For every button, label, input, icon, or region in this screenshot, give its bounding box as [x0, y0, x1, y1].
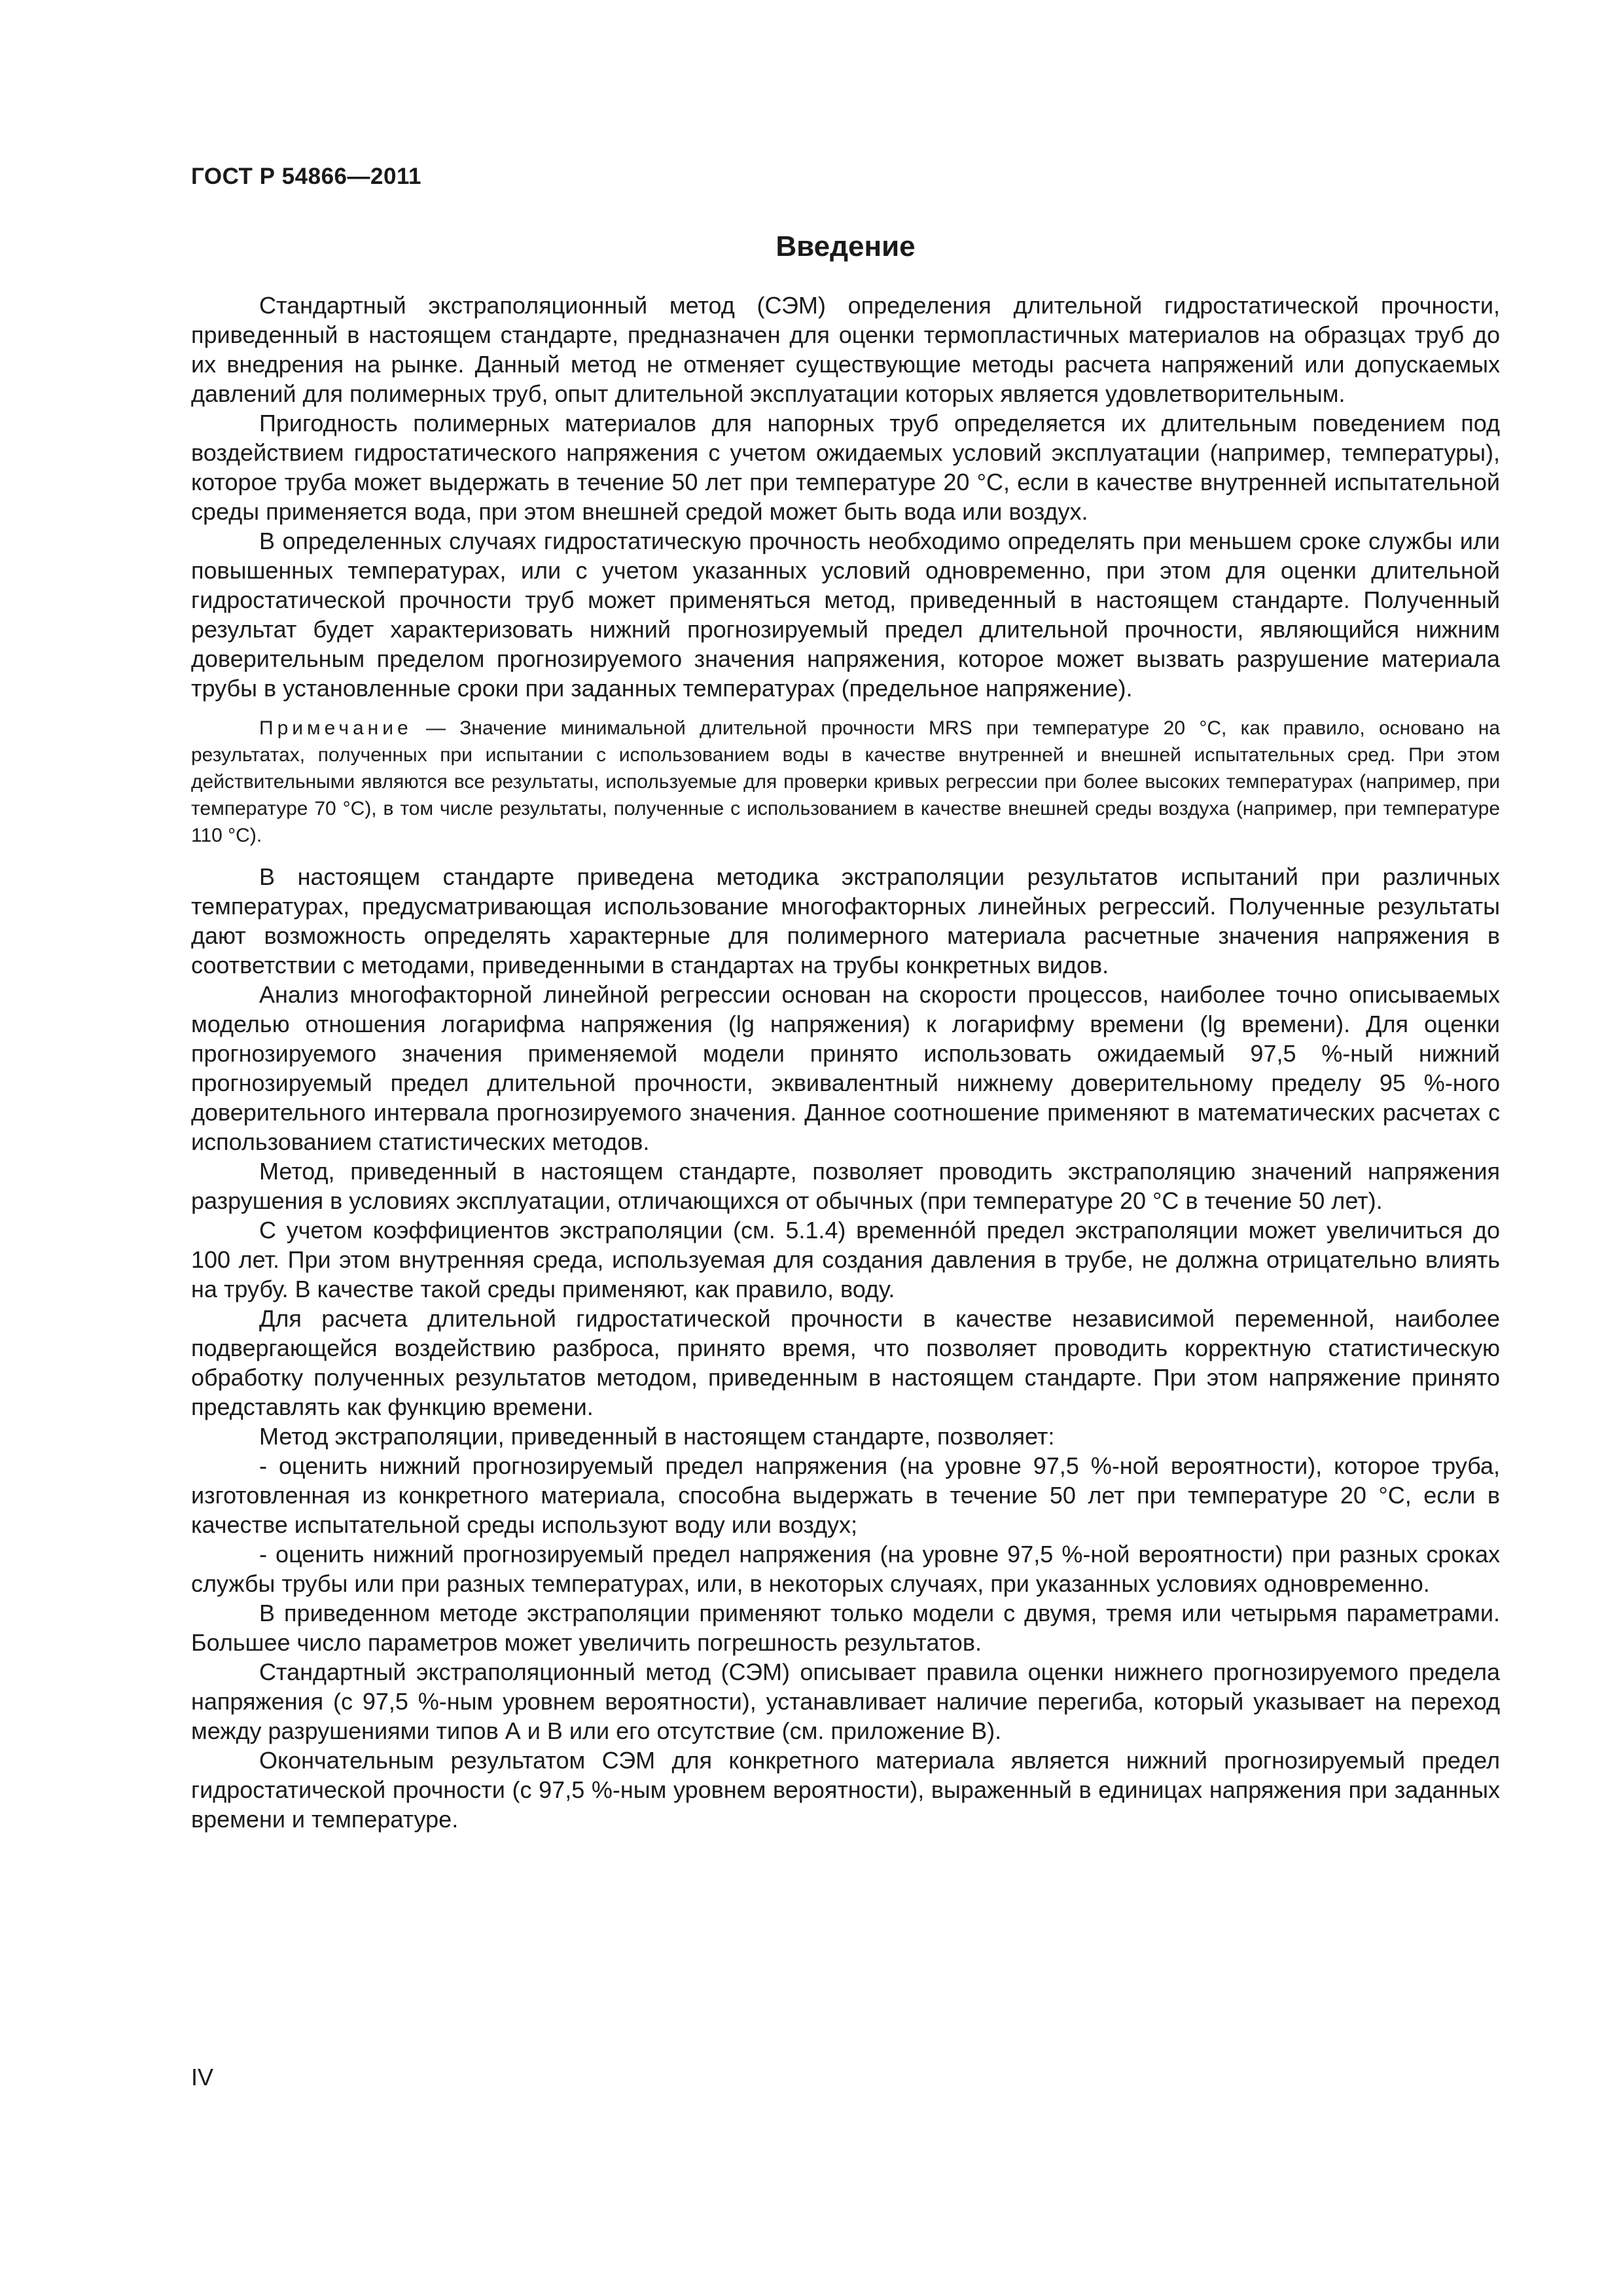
body-text: [191, 291, 1500, 1834]
paragraph: Стандартный экстраполяционный метод (СЭМ) определения длительной гидростатической прочности, приведенный в настоящем стандарте, предназначен для оценки термопластичных материалов на образцах труб до их внедрения на рынке. Данный метод не отменяет существующие методы расчета напряжений или допускаемых давлений для полимерных труб, опыт длительной эксплуатации которых является удовлетворительным.: [191, 292, 1500, 407]
note-text: Значение минимальной длительной прочности MRS при температуре 20 °С, как правило, основано на результатах, полученных при испытании с использованием воды в качестве внутренней и внешней испытательных сред. При этом действительными являются все результаты, используемые для проверки кривых регрессии при более высоких температурах (например, при температуре 70 °С), в том числе результаты, полученные с использованием в качестве внешней среды воздуха (например, при температуре 110 °С).: [191, 717, 1500, 846]
paragraph: В настоящем стандарте приведена методика экстраполяции результатов испытаний при различных температурах, предусматривающая использование многофакторных линейных регрессий. Полученные результаты дают возможность определять характерные для полимерного материала расчетные значения напряжения в соответствии с методами, приведенными в стандартах на трубы конкретных видов.: [191, 863, 1500, 978]
list-item: - оценить нижний прогнозируемый предел напряжения (на уровне 97,5 %-ной вероятности), которое труба, изготовленная из конкретного материала, способна выдержать в течение 50 лет при температуре 20 °С, если в качестве испытательной среды используют воду или воздух;: [191, 1452, 1500, 1538]
paragraph: Для расчета длительной гидростатической прочности в качестве независимой переменной, наиболее подвергающейся воздействию разброса, принято время, что позволяет проводить корректную статистическую обработку полученных результатов методом, приведенным в настоящем стандарте. При этом напряжение принято представлять как функцию времени.: [191, 1305, 1500, 1420]
list-item: - оценить нижний прогнозируемый предел напряжения (на уровне 97,5 %-ной вероятности) при разных сроках службы трубы или при разных температурах, или, в некоторых случаях, при указанных условиях одновременно.: [191, 1541, 1500, 1597]
paragraph: С учетом коэффициентов экстраполяции (см. 5.1.4) временно́й предел экстраполяции может увеличиться до 100 лет. При этом внутренняя среда, используемая для создания давления в трубе, не должна отрицательно влиять на трубу. В качестве такой среды применяют, как правило, воду.: [191, 1217, 1500, 1302]
paragraph: Стандартный экстраполяционный метод (СЭМ) описывает правила оценки нижнего прогнозируемого предела напряжения (с 97,5 %-ным уровнем вероятности), устанавливает наличие перегиба, который указывает на переход между разрушениями типов А и В или его отсутствие (см. приложение В).: [191, 1659, 1500, 1744]
page-number: IV: [191, 2064, 214, 2090]
paragraph: Пригодность полимерных материалов для напорных труб определяется их длительным поведением под воздействием гидростатического напряжения с учетом ожидаемых условий эксплуатации (например, температуры), которое труба может выдержать в течение 50 лет при температуре 20 °С, если в качестве внутренней испытательной среды применяется вода, при этом внешней средой может быть вода или воздух.: [191, 410, 1500, 525]
paragraph: Окончательным результатом СЭМ для конкретного материала является нижний прогнозируемый предел гидростатической прочности (с 97,5 %-ным уровнем вероятности), выраженный в единицах напряжения при заданных времени и температуре.: [191, 1747, 1500, 1833]
paragraph: Анализ многофакторной линейной регрессии основан на скорости процессов, наиболее точно описываемых моделью отношения логарифма напряжения (lg напряжения) к логарифму времени (lg времени). Для оценки прогнозируемого значения применяемой модели принято использовать ожидаемый 97,5 %-ный нижний прогнозируемый предел длительной прочности, эквивалентный нижнему доверительному пределу 95 %-ного доверительного интервала прогнозируемого значения. Данное соотношение применяют в математических расчетах с использованием статистических методов.: [191, 981, 1500, 1155]
section-title: Введение: [776, 230, 916, 262]
note: [191, 715, 1500, 849]
note-label: Примечание: [259, 717, 412, 739]
paragraph: В приведенном методе экстраполяции применяют только модели с двумя, тремя или четырьмя параметрами. Большее число параметров может увеличить погрешность результатов.: [191, 1600, 1500, 1656]
paragraph: В определенных случаях гидростатическую прочность необходимо определять при меньшем сроке службы или повышенных температурах, или с учетом указанных условий одновременно, при этом для оценки длительной гидростатической прочности труб может применяться метод, приведенный в настоящем стандарте. Полученный результат будет характеризовать нижний прогнозируемый предел длительной прочности, являющийся нижним доверительным пределом прогнозируемого значения напряжения, которое может вызвать разрушение материала трубы в установленные сроки при заданных температурах (предельное напряжение).: [191, 528, 1500, 702]
paragraph: Метод, приведенный в настоящем стандарте, позволяет проводить экстраполяцию значений напряжения разрушения в условиях эксплуатации, отличающихся от обычных (при температуре 20 °С в течение 50 лет).: [191, 1158, 1500, 1214]
document-code: ГОСТ Р 54866—2011: [191, 164, 421, 189]
paragraph: Метод экстраполяции, приведенный в настоящем стандарте, позволяет:: [259, 1423, 1055, 1450]
note-separator: —: [412, 717, 460, 739]
